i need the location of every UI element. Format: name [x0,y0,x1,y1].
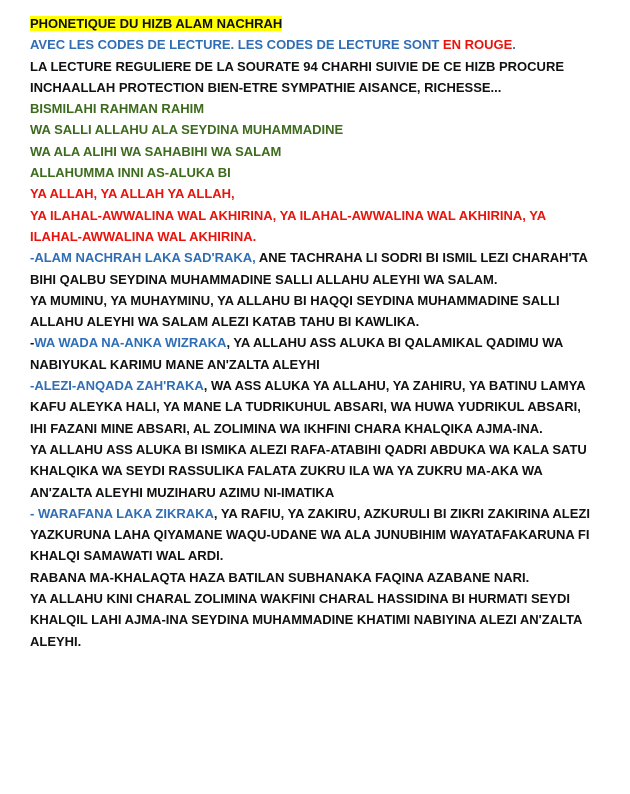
codes-intro [30,34,600,55]
codes-intro-text: AVEC LES CODES DE LECTURE. LES CODES DE LECTURE SONT [30,37,443,53]
verse-3-code: -ALEZI-ANQADA ZAH'RAKA [30,378,204,394]
verse-2-text: , YA ALLAHU ASS ALUKA BI QALAMIKAL QADIMU WA NABIYUKAL KARIMU MANE AN'ZALTA ALEYHI [30,335,563,372]
paragraph-2: YA MUMINU, YA MUHAYMINU, YA ALLAHU BI HAQQI SEYDINA MUHAMMADINE SALLI ALLAHU ALEYHI WA SALAM ALEZI KATAB TAHU BI KAWLIKA. [30,292,560,330]
verse-1-code: -ALAM NACHRAH LAKA SAD'RAKA, [30,250,256,266]
verse-2-dash: - [30,335,35,351]
verse-3 [30,375,600,439]
red-code-line-2: YA ILAHAL-AWWALINA WAL AKHIRINA, YA ILAHAL-AWWALINA WAL AKHIRINA, YA ILAHAL-AWWALINA WAL AKHIRINA. [30,207,546,244]
verse-4-code: - WARAFANA LAKA ZIKRAKA [30,505,214,521]
verse-2 [30,332,600,375]
verse-1-text: ANE TACHRAHA LI SODRI BI ISMIL LEZI CHARAH'TA BIHI QALBU SEYDINA MUHAMMADINE SALLI ALLAHU ALEYHI WA SALAM. [30,250,588,287]
verse-4 [30,503,600,567]
paragraph-5: RABANA MA-KHALAQTA HAZA BATILAN SUBHANAKA FAQINA AZABANE NARI. [30,569,530,585]
opening-line-2: WA SALLI ALLAHU ALA SEYDINA MUHAMMADINE [30,122,344,138]
verse-2-code: WA WADA NA-ANKA WIZRAKA [34,335,227,351]
description: LA LECTURE REGULIERE DE LA SOURATE 94 CHARHI SUIVIE DE CE HIZB PROCURE INCHAALLAH PROTECTION BIEN-ETRE SYMPATHIE AISANCE, RICHESSE... [30,58,565,95]
verse-4-text: , YA RAFIU, YA ZAKIRU, AZKURULI BI ZIKRI ZAKIRINA ALEZI YAZKURUNA LAHA QIYAMANE WAQU-UDANE WA ALA JUNUBIHIM WAYATAFAKARUNA FI KHALQI SAMAWATI WAL ARDI. [30,505,590,564]
opening-line-4: ALLAHUMMA INNI AS-ALUKA BI [30,165,231,181]
opening-line-3: WA ALA ALIHI WA SAHABIHI WA SALAM [30,143,282,159]
title-line [30,13,600,34]
verse-1 [30,247,600,290]
paragraph-4: YA ALLAHU ASS ALUKA BI ISMIKA ALEZI RAFA-ATABIHI QADRI ABDUKA WA KALA SATU KHALQIKA WA SEYDI RASSULIKA FALATA ZUKRU ILA WA YA ZUKRU MA-AKA WA AN'ZALTA ALEYHI MUZIHARU AZIMU NI-IMATIKA [30,441,587,500]
page-title: PHONETIQUE DU HIZB ALAM NACHRAH [30,16,283,31]
paragraph-6: YA ALLAHU KINI CHARAL ZOLIMINA WAKFINI CHARAL HASSIDINA BI HURMATI SEYDI KHALQIL LAHI AJMA-INA SEYDINA MUHAMMADINE KHATIMI NABIYINA ALEZI AN'ZALTA ALEYHI. [30,591,582,649]
red-code-line-1: YA ALLAH, YA ALLAH YA ALLAH, [30,186,235,202]
opening-line-1: BISMILAHI RAHMAN RAHIM [30,101,205,117]
verse-3-text: , WA ASS ALUKA YA ALLAHU, YA ZAHIRU, YA BATINU LAMYA KAFU ALEYKA HALI, YA MANE LA TUDRIKUHUL ABSARI, WA HUWA YUDRIKUL ABSARI, IHI FAZANI MINE ABSARI, AL ZOLIMINA WA IKHFINI CHARA KHALQIKA AJMA-INA. [30,378,586,436]
codes-intro-end: . [512,37,516,53]
document-body [30,13,600,652]
codes-color-label: EN ROUGE [442,37,513,53]
